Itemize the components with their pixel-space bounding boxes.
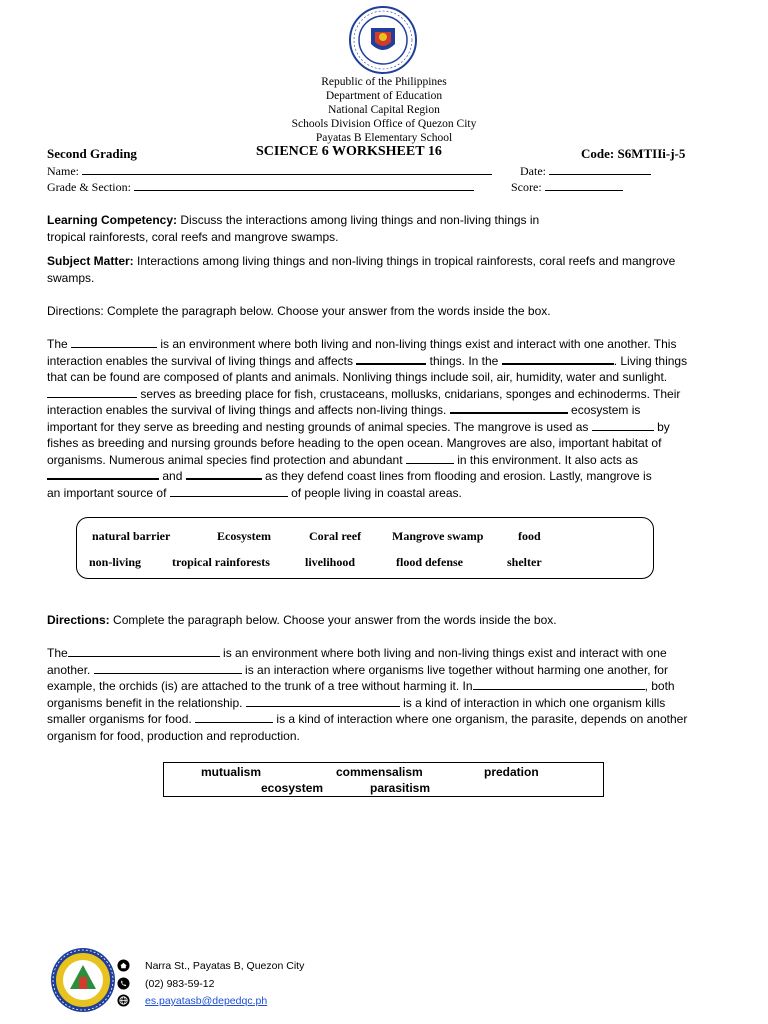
answer-blank[interactable] [47,468,159,480]
word-choice: parasitism [370,781,431,795]
p1-text: things. In the [426,353,499,368]
word-choice: Coral reef [309,529,362,543]
p1-text: as they defend coast lines from flooding and erosion. Lastly, mangrove is [261,469,652,483]
date-field[interactable] [520,163,651,179]
p1-text: in this environment. It also acts as [453,452,638,467]
header-line: Republic of the Philippines [321,76,447,88]
answer-blank[interactable] [246,696,400,707]
answer-blank[interactable] [94,663,242,674]
p2-text: organism for food, production and reproduction. [47,728,300,743]
subject-matter-text-2: swamps. [47,270,95,285]
answer-blank[interactable] [502,353,614,365]
paragraph-1 [47,336,723,501]
grading-label: Second Grading [47,146,137,161]
p2-text: is a kind of interaction in which one organism kills [399,695,666,710]
school-logo [50,947,116,1013]
directions-2-text: Complete the paragraph below. Choose your answer from the words inside the box. [109,613,557,627]
deped-seal-logo [349,6,417,74]
header-line: Payatas B Elementary School [315,132,453,144]
name-label: Name: [47,164,79,178]
globe-icon [117,994,130,1007]
answer-blank[interactable] [47,387,137,398]
p2-text: is an interaction where organisms live together without harming one another, for [241,662,668,677]
answer-blank[interactable] [68,646,220,657]
header-line: National Capital Region [328,104,440,116]
word-choice: mutualism [201,765,262,779]
p2-text: another. [47,662,91,677]
word-choice: commensalism [336,765,423,779]
score-blank[interactable] [545,179,623,191]
answer-blank[interactable] [195,712,273,723]
word-choice: Mangrove swamp [392,529,484,543]
grade-section-field[interactable] [47,179,474,195]
subject-matter-text: Interactions among living things and non-living things in tropical rainforests, coral reefs and mangrove [133,254,676,268]
word-box-2 [163,762,604,797]
grade-section-label: Grade & Section: [47,180,131,194]
header-line: Schools Division Office of Quezon City [291,118,477,130]
word-choice: livelihood [305,555,356,569]
footer-address: Narra St., Payatas B, Quezon City [145,960,305,972]
p1-text: . Living things [613,353,688,368]
competency-text-2: tropical rainforests, coral reefs and mangrove swamps. [47,229,339,244]
competency-text: Discuss the interactions among living things and non-living things in [177,213,540,227]
p1-text: and [162,469,183,483]
p2-text: organisms benefit in the relationship. [47,695,243,710]
name-field[interactable] [47,163,492,179]
name-blank[interactable] [82,163,492,175]
p2-text: smaller organisms for food. [47,712,192,726]
p1-text: organisms. Numerous animal species find protection and abundant [47,452,403,467]
word-choice: ecosystem [261,781,324,795]
p1-text: is an environment where both living and non-living things exist and interact with one another. This [157,337,677,351]
p1-text: that can be found are composed of plants and animals. Nonliving things include soil, air, humidity, water and sunlight. [47,370,668,384]
answer-blank[interactable] [356,353,426,365]
p1-text: serves as breeding place for fish, crustaceans, mollusks, cnidarians, sponges and echinoderms. Their [137,386,681,401]
answer-blank[interactable] [473,679,645,690]
word-choice: shelter [507,555,542,569]
footer-email-link[interactable]: es.payatasb@depedqc.ph [145,995,268,1007]
p1-text: ecosystem is [567,403,641,417]
p1-text: important for they serve as breeding and nesting grounds of animal species. The mangrove is used as [47,419,589,434]
answer-blank[interactable] [170,486,288,497]
score-field[interactable] [511,179,623,195]
subject-matter-label: Subject Matter: [47,254,134,268]
p1-text: The [47,337,68,351]
word-choice: Ecosystem [217,529,271,543]
phone-icon [117,977,130,990]
p2-text: , both [644,679,675,693]
date-blank[interactable] [549,163,651,175]
answer-blank[interactable] [406,453,454,464]
p1-text: an important source of [47,485,167,500]
p2-text: is an environment where both living and non-living things exist and interact with one [219,646,667,660]
code-label: Code: S6MTIIi-j-5 [581,146,686,161]
word-choice: flood defense [396,555,463,569]
p1-text: interaction enables the survival of living things and affects non-living things. [47,403,447,417]
p1-text: fishes as breeding and nursing grounds before heading to the open ocean. Mangroves are also, important habitat of [47,436,662,450]
date-label: Date: [520,164,546,178]
competency-label: Learning Competency: [47,213,178,227]
word-box-1 [76,517,654,579]
word-choice: non-living [89,555,142,569]
header-address-block [0,75,768,145]
subject-matter [47,253,723,286]
p2-text: example, the orchids (is) are attached to the trunk of a tree without harming it. In [47,679,473,693]
directions-2-label: Directions: [47,613,110,627]
answer-blank[interactable] [450,402,568,414]
grade-section-blank[interactable] [134,179,474,191]
p1-text: interaction enables the survival of living things and affects [47,353,353,368]
word-choice: food [518,529,541,543]
learning-competency [47,212,723,245]
directions-2 [47,612,723,629]
word-choice: predation [484,765,539,779]
score-label: Score: [511,180,542,194]
header-line: Department of Education [325,90,443,102]
word-choice: natural barrier [92,529,171,543]
p2-text: is a kind of interaction where one organism, the parasite, depends on another [273,712,688,726]
answer-blank[interactable] [71,337,157,348]
answer-blank[interactable] [592,420,654,431]
p2-text: The [47,646,68,660]
word-choice: tropical rainforests [172,555,270,569]
footer-phone: (02) 983-59-12 [145,978,215,990]
worksheet-title: SCIENCE 6 WORKSHEET 16 [256,144,442,159]
p1-text: by [653,419,670,434]
directions-1: Directions: Complete the paragraph below. Choose your answer from the words inside the box. [47,304,551,318]
home-icon [117,959,130,972]
answer-blank[interactable] [186,468,262,480]
paragraph-2 [47,645,723,744]
p1-text: of people living in coastal areas. [287,485,462,500]
